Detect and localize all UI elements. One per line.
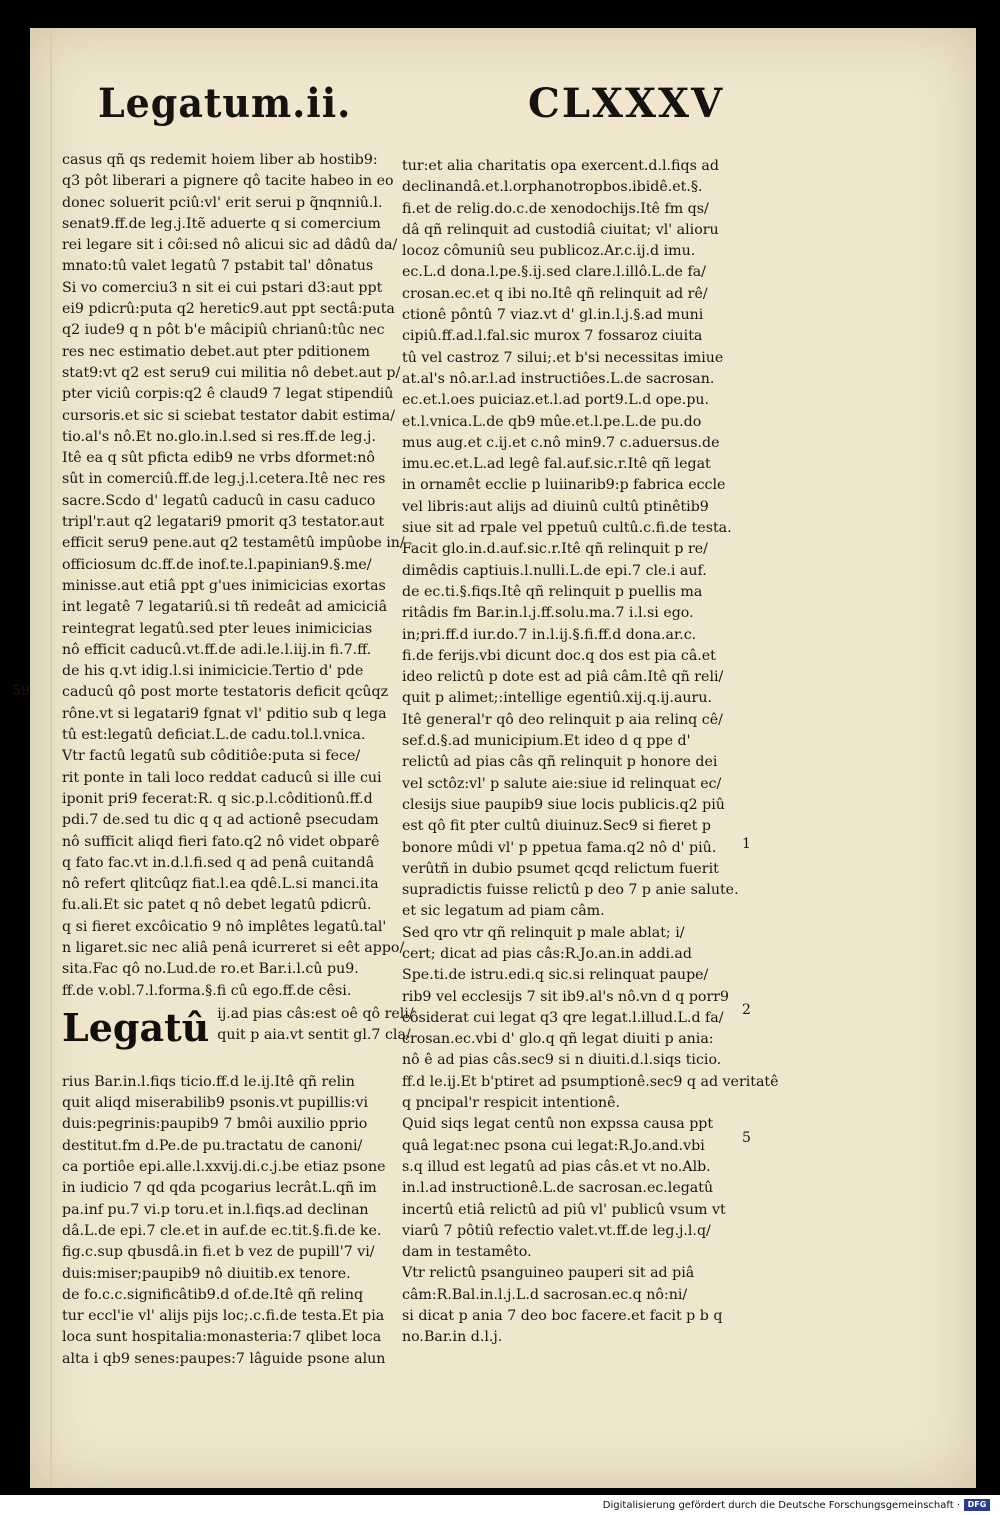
text-line: ec.L.d dona.l.pe.§.ij.sed clare.l.illô.L.de fa/	[402, 264, 706, 281]
section-heading-initial: Legatû	[62, 1004, 210, 1050]
text-line: ei9 pdicrû:puta q2 heretic9.aut ppt sectâ:puta	[62, 301, 395, 318]
text-line: Itê ea q sût pficta edib9 ne vrbs dformet:nô	[62, 450, 375, 467]
text-line: locoz cômuniû seu publicoz.Ar.c.ij.d imu.	[402, 243, 696, 260]
text-line: pa.inf pu.7 vi.p toru.et in.l.fiqs.ad declinan	[62, 1201, 369, 1218]
text-line: imu.ec.et.L.ad legê fal.auf.sic.r.Itê qñ legat	[402, 456, 711, 473]
text-line: relictû ad pias câs qñ relinquit p honore dei	[402, 754, 718, 771]
text-line: loca sunt hospitalia:monasteria:7 qlibet loca	[62, 1329, 382, 1346]
text-line: crosan.ec.vbi d' glo.q qñ legat diuiti p ania:	[402, 1031, 714, 1048]
text-line: no.Bar.in d.l.j.	[402, 1329, 503, 1346]
text-line: quit p alimet;:intellige egentiû.xij.q.ij.auru.	[402, 690, 712, 707]
text-line: fi.de ferijs.vbi dicunt doc.q dos est pia câ.et	[402, 647, 716, 664]
text-line: tû vel castroz 7 silui;.et b'si necessitas imiue	[402, 349, 724, 366]
text-line: vel sctôz:vl' p salute aie:siue id relinquat ec/	[402, 775, 722, 792]
text-line: câm:R.Bal.in.l.j.L.d sacrosan.ec.q nô:ni/	[402, 1286, 688, 1303]
text-line: ff.d le.ij.Et b'ptiret ad psumptionê.sec9 q ad veritatê	[402, 1073, 779, 1090]
footer-credit: Digitalisierung gefördert durch die Deutsche Forschungsgemeinschaft ·	[602, 1500, 960, 1511]
text-line: in iudicio 7 qd qda pcogarius lecrât.L.qñ im	[62, 1180, 377, 1197]
text-line: Quid siqs legat centû non expssa causa ppt	[402, 1116, 714, 1133]
text-line: nô sufficit aliqd fieri fato.q2 nô videt obparê	[62, 833, 380, 850]
text-line: de fo.c.c.significâtib9.d of.de.Itê qñ relinq	[62, 1286, 364, 1303]
text-line: at.al's nô.ar.l.ad instructiôes.L.de sacrosan.	[402, 370, 715, 387]
text-line: ctionê pôntû 7 viaz.vt d' gl.in.l.j.§.ad muni	[402, 307, 704, 324]
text-line: nô refert qlitcûqz fiat.l.ea qdê.L.si manci.ita	[62, 876, 379, 893]
text-line: et.l.vnica.L.de qb9 mûe.et.l.pe.L.de pu.do	[402, 413, 702, 430]
text-line: Itê general'r qô deo relinquit p aia relinq cê/	[402, 711, 723, 728]
text-line: alta i qb9 senes:paupes:7 lâguide psone alun	[62, 1350, 386, 1367]
text-line: dâ qñ relinquit ad custodiâ ciuitat; vl' alioru	[402, 221, 719, 238]
text-line: fig.c.sup qbusdâ.in fi.et b vez de pupill'7 vi/	[62, 1244, 375, 1261]
text-line: si dicat p ania 7 deo boc facere.et facit p b q	[402, 1308, 723, 1325]
folio-number: CLXXXV	[528, 80, 725, 127]
text-line: cursoris.et sic si sciebat testator dabit estima/	[62, 407, 395, 424]
text-line: stat9:vt q2 est seru9 cui militia nô debet.aut p/	[62, 364, 401, 381]
text-line: cipiû.ff.ad.l.fal.sic murox 7 fossaroz ciuita	[402, 328, 703, 345]
text-line: sef.d.§.ad municipium.Et ideo d q ppe d'	[402, 733, 691, 750]
text-line: vel libris:aut alijs ad diuinû cultû ptinêtib9	[402, 498, 709, 515]
text-line: pdi.7 de.sed tu dic q q ad actionê psecudam	[62, 812, 379, 829]
text-line: et sic legatum ad piam câm.	[402, 903, 605, 920]
text-line: dam in testamêto.	[402, 1244, 532, 1261]
text-line: tur eccl'ie vl' alijs pijs loc;.c.fi.de testa.Et pia	[62, 1308, 385, 1325]
text-line: destitut.fm d.Pe.de pu.tractatu de canoni/	[62, 1137, 363, 1154]
text-line: q3 pôt liberari a pignere qô tacite habeo in eo	[62, 173, 394, 190]
text-line: tio.al's nô.Et no.glo.in.l.sed si res.ff.de leg.j.	[62, 428, 376, 445]
text-line: in ornamêt ecclie p luiinarib9:p fabrica eccle	[402, 477, 726, 494]
text-line: fu.ali.Et sic patet q nô debet legatû pdicrû.	[62, 897, 372, 914]
text-line: int legatê 7 legatariû.si tñ redeât ad amiciciâ	[62, 599, 388, 616]
text-line: mnato:tû valet legatû 7 pstabit tal' dônatus	[62, 258, 374, 275]
left-text-column	[62, 150, 414, 1370]
text-line: nô efficit caducû.vt.ff.de adi.le.l.iij.in fi.7.ff.	[62, 641, 372, 658]
text-line: ca portiôe epi.alle.l.xxvij.di.c.j.be etiaz psone	[62, 1159, 386, 1176]
text-line: sita.Fac qô no.Lud.de ro.et Bar.i.l.cû pu9.	[62, 961, 359, 978]
text-line: ideo relictû p dote est ad piâ câm.Itê qñ reli/	[402, 669, 724, 686]
text-line: de ec.ti.§.fiqs.Itê qñ relinquit p puellis ma	[402, 583, 703, 600]
text-line: ij.ad pias câs:est oê qô reli/	[217, 1005, 414, 1022]
text-line: declinandâ.et.l.orphanotropbos.ibidê.et.§.	[402, 179, 703, 196]
text-line: duis:pegrinis:paupib9 7 bmôi auxilio pprio	[62, 1116, 368, 1133]
text-line: s.q illud est legatû ad pias câs.et vt no.Alb.	[402, 1158, 711, 1175]
text-line: in;pri.ff.d iur.do.7 in.l.ij.§.fi.ff.d dona.ar.c.	[402, 626, 697, 643]
text-line: iponit pri9 fecerat:R. q sic.p.l.côditionû.ff.d	[62, 790, 373, 807]
text-line: ec.et.l.oes puiciaz.et.l.ad port9.L.d ope.pu.	[402, 392, 710, 409]
left-column-top-block	[62, 150, 405, 1002]
text-line: res nec estimatio debet.aut pter pditionem	[62, 343, 370, 360]
text-line: dimêdis captiuis.l.nulli.L.de epi.7 cle.i auf.	[402, 562, 707, 579]
text-line: nô ê ad pias câs.sec9 si n diuiti.d.l.siqs ticio.	[402, 1052, 722, 1069]
page-gutter-line	[50, 28, 52, 1488]
text-line: viarû 7 pôtiû refectio valet.vt.ff.de leg.j.l.q/	[402, 1222, 711, 1239]
right-text-column	[402, 156, 779, 1349]
text-line: rius Bar.in.l.fiqs ticio.ff.d le.ij.Itê qñ relin	[62, 1073, 355, 1090]
text-line: bonore mûdi vl' p ppetua fama.q2 nô d' piû.	[402, 839, 717, 856]
text-line: Sed qro vtr qñ relinquit p male ablat; i/	[402, 924, 685, 941]
text-line: rône.vt si legatari9 fgnat vl' pditio sub q lega	[62, 705, 387, 722]
text-line: Si vo comerciu3 n sit ei cui pstari d3:aut ppt	[62, 279, 383, 296]
text-line: quit aliqd miserabilib9 psonis.vt pupillis:vi	[62, 1095, 369, 1112]
text-line: siue sit ad rpale vel ppetuû cultû.c.fi.de testa.	[402, 520, 732, 537]
text-line: q fato fac.vt in.d.l.fi.sed q ad penâ cuitandâ	[62, 854, 375, 871]
text-line: mus aug.et c.ij.et c.nô min9.7 c.aduersus.de	[402, 434, 720, 451]
text-line: de his q.vt idig.l.si inimicicie.Tertio d' pde	[62, 663, 364, 680]
text-line: quâ legat:nec psona cui legat:R.Jo.and.vbi	[402, 1137, 705, 1154]
text-line: Vtr factû legatû sub côditiôe:puta si fece/	[62, 748, 361, 765]
text-line: sacre.Scdo d' legatû caducû in casu caduco	[62, 492, 376, 509]
text-line: duis:miser;paupib9 nô diuitib.ex tenore.	[62, 1265, 351, 1282]
section-heading-row	[62, 1004, 414, 1072]
text-line: rei legare sit i côi:sed nô alicui sic ad dâdû da/	[62, 237, 398, 254]
text-line: cert; dicat ad pias câs:R.Jo.an.in addi.ad	[402, 945, 692, 962]
text-line: Facit glo.in.d.auf.sic.r.Itê qñ relinquit p re/	[402, 541, 708, 558]
text-line: casus qñ qs redemit hoiem liber ab hostib9:	[62, 152, 378, 168]
text-line: clesijs siue paupib9 siue locis publicis.q2 piû	[402, 796, 725, 813]
text-line: ritâdis fm Bar.in.l.j.ff.solu.ma.7 i.l.si ego.	[402, 605, 694, 622]
text-line: efficit seru9 pene.aut q2 testamêtû impûobe in/	[62, 535, 405, 552]
text-line: est qô fit pter cultû diuinuz.Sec9 si fieret p	[402, 818, 711, 835]
text-line: tur:et alia charitatis opa exercent.d.l.fiqs ad	[402, 158, 719, 174]
text-line: fi.et de relig.do.c.de xenodochijs.Itê fm qs/	[402, 200, 709, 217]
left-column-bottom-block	[62, 1072, 384, 1370]
dfg-logo: DFG	[964, 1499, 990, 1511]
margin-note-left: 59	[12, 683, 30, 699]
text-line: incertû etiâ relictû ad piû vl' publicû vsum vt	[402, 1201, 726, 1218]
text-line: rib9 vel ecclesijs 7 sit ib9.al's nô.vn d q porr9	[402, 988, 730, 1005]
text-line: q si fieret excôicatio 9 nô implêtes legatû.tal'	[62, 918, 387, 935]
text-line: côsiderat cui legat q3 qre legat.l.illud.L.d fa/	[402, 1009, 724, 1026]
text-line: n ligaret.sic nec aliâ penâ icurreret si eêt appo/	[62, 939, 405, 956]
margin-note-right-1: 1	[742, 836, 751, 852]
text-line: rit ponte in tali loco reddat caducû si ille cui	[62, 769, 382, 786]
text-line: verûtñ in dubio psumet qcqd relictum fuerit	[402, 860, 719, 877]
margin-note-right-2: 2	[742, 1002, 751, 1018]
text-line: tripl'r.aut q2 legatari9 pmorit q3 testator.aut	[62, 514, 385, 531]
margin-note-right-3: 5	[742, 1130, 751, 1146]
running-title: Legatum.ii.	[98, 80, 352, 127]
text-line: supradictis fuisse relictû p deo 7 p anie salute.	[402, 882, 739, 899]
section-heading-side-text	[217, 1004, 413, 1047]
text-line: q2 iude9 q n pôt b'e mâcipiû chrianû:tûc nec	[62, 322, 385, 339]
text-line: senat9.ff.de leg.j.Itẽ aduerte q si comercium	[62, 215, 381, 232]
text-line: officiosum dc.ff.de inof.te.l.papinian9.§.me/	[62, 556, 372, 573]
text-line: in.l.ad instructionê.L.de sacrosan.ec.legatû	[402, 1180, 714, 1197]
text-line: pter viciû corpis:q2 ê claud9 7 legat stipendiû	[62, 386, 394, 403]
text-line: reintegrat legatû.sed pter leues inimicicias	[62, 620, 373, 637]
text-line: ff.de v.obl.7.l.forma.§.fi cû ego.ff.de cêsi.	[62, 982, 352, 999]
text-line: crosan.ec.et q ibi no.Itê qñ relinquit ad rê/	[402, 285, 708, 302]
text-line: caducû qô post morte testatoris deficit qcûqz	[62, 684, 389, 701]
text-line: sût in comerciû.ff.de leg.j.l.cetera.Itê nec res	[62, 471, 386, 488]
text-line: quit p aia.vt sentit gl.7 cla/	[217, 1027, 411, 1044]
text-line: Vtr relictû psanguineo pauperi sit ad piâ	[402, 1265, 695, 1282]
text-line: minisse.aut etiâ ppt g'ues inimicicias exortas	[62, 577, 386, 594]
text-line: Spe.ti.de istru.edi.q sic.si relinquat paupe/	[402, 967, 709, 984]
text-line: tû est:legatû deficiat.L.de cadu.tol.l.vnica.	[62, 727, 366, 744]
text-line: donec soluerit pciû:vl' erit serui p q̃nqnniû.l.	[62, 194, 383, 211]
text-line: q pncipal'r respicit intentionê.	[402, 1095, 621, 1112]
text-line: dâ.L.de epi.7 cle.et in auf.de ec.tit.§.fi.de ke.	[62, 1222, 382, 1239]
